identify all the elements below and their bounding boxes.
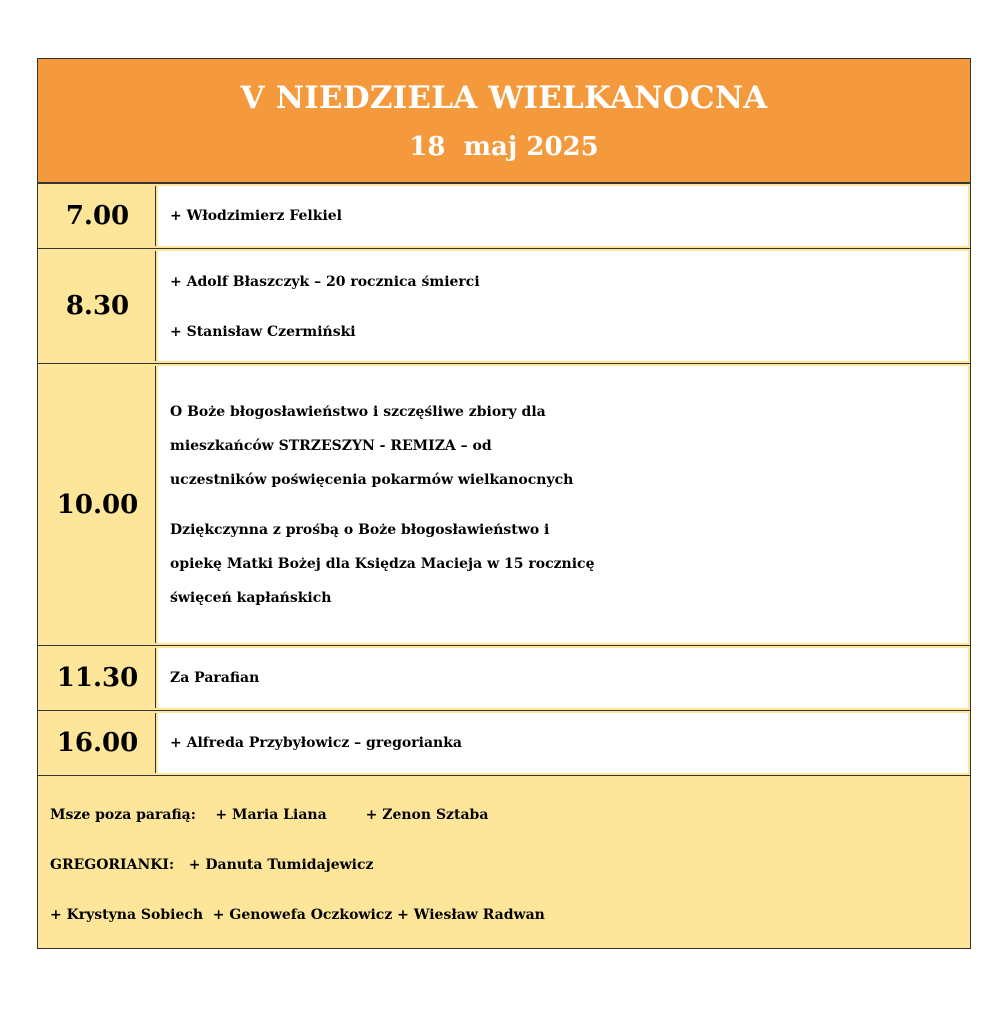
intention-line: opiekę Matki Bożej dla Księdza Macieja w 15 rocznicę xyxy=(170,555,595,572)
intention-line: + Włodzimierz Felkiel xyxy=(170,208,342,224)
mass-time: 7.00 xyxy=(40,186,156,246)
intention-line: + Stanisław Czermiński xyxy=(170,324,356,340)
intention-line: O Boże błogosławieństwo i szczęśliwe zbiory dla xyxy=(170,403,546,420)
intention-line: + Alfreda Przybyłowicz – gregorianka xyxy=(170,735,462,751)
mass-row xyxy=(38,645,970,710)
gregorian-masses: GREGORIANKI: + Danuta Tumidajewicz xyxy=(50,857,374,873)
mass-intentions xyxy=(158,713,968,773)
intention-line: Dziękczynna z prośbą o Boże błogosławieństwo i xyxy=(170,521,550,538)
mass-row xyxy=(38,363,970,645)
mass-intentions xyxy=(158,648,968,708)
mass-time: 16.00 xyxy=(40,713,156,773)
gregorian-masses-names: + Krystyna Sobiech + Genowefa Oczkowicz + Wiesław Radwan xyxy=(50,907,545,923)
intention-line: Za Parafian xyxy=(170,670,260,686)
intention-line: święceń kapłańskich xyxy=(170,589,332,606)
mass-intentions xyxy=(158,251,968,361)
mass-time: 8.30 xyxy=(40,251,156,361)
mass-row xyxy=(38,248,970,363)
mass-intentions xyxy=(158,366,968,643)
mass-time: 11.30 xyxy=(40,648,156,708)
mass-intentions xyxy=(158,186,968,246)
intention-line: mieszkańców STRZESZYN - REMIZA – od xyxy=(170,437,492,454)
mass-time: 10.00 xyxy=(40,366,156,643)
mass-row xyxy=(38,183,970,248)
outside-parish-masses: Msze poza parafią: + Maria Liana + Zenon Sztaba xyxy=(50,807,489,823)
intention-line: + Adolf Błaszczyk – 20 rocznica śmierci xyxy=(170,274,480,290)
mass-row xyxy=(38,710,970,775)
intention-line: uczestników poświęcenia pokarmów wielkanocnych xyxy=(170,471,574,488)
page-title: V NIEDZIELA WIELKANOCNA xyxy=(240,80,768,116)
schedule-date: 18 maj 2025 xyxy=(409,132,599,162)
mass-schedule xyxy=(37,58,971,949)
schedule-header xyxy=(38,59,970,183)
schedule-footer xyxy=(38,775,970,948)
